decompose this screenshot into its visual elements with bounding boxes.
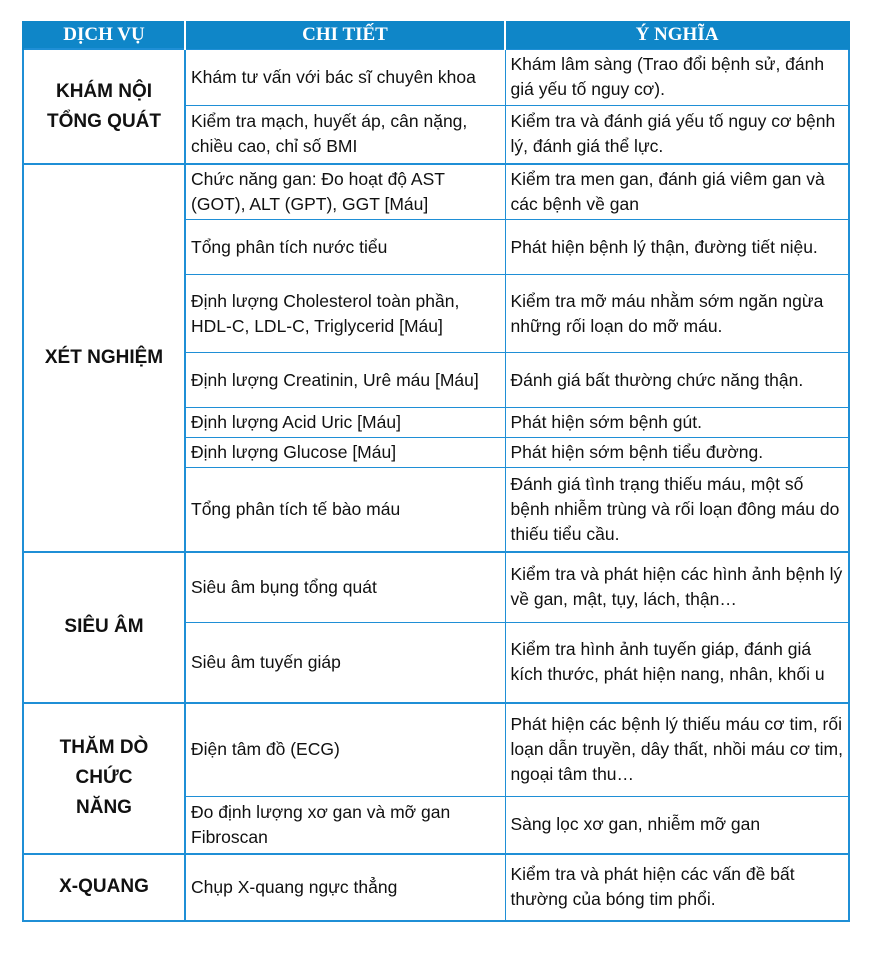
detail-cell: Siêu âm bụng tổng quát: [185, 552, 505, 623]
header-service: DỊCH VỤ: [23, 21, 185, 49]
detail-cell: Tổng phân tích nước tiểu: [185, 220, 505, 275]
service-cell: SIÊU ÂM: [23, 552, 185, 703]
meaning-cell: Kiểm tra và đánh giá yếu tố nguy cơ bệnh lý, đánh giá thể lực.: [505, 105, 849, 164]
header-row: [23, 21, 849, 49]
service-cell: XÉT NGHIỆM: [23, 164, 185, 552]
meaning-cell: Phát hiện bệnh lý thận, đường tiết niệu.: [505, 220, 849, 275]
meaning-cell: Đánh giá bất thường chức năng thận.: [505, 353, 849, 408]
meaning-cell: Phát hiện sớm bệnh gút.: [505, 408, 849, 438]
services-table: [22, 21, 850, 922]
meaning-cell: Đánh giá tình trạng thiếu máu, một số bệnh nhiễm trùng và rối loạn đông máu do thiếu tiểu cầu.: [505, 468, 849, 552]
service-cell: THĂM DÒ CHỨC NĂNG: [23, 703, 185, 854]
meaning-cell: Khám lâm sàng (Trao đổi bệnh sử, đánh giá yếu tố nguy cơ).: [505, 49, 849, 105]
detail-cell: Định lượng Cholesterol toàn phần, HDL-C, LDL-C, Triglycerid [Máu]: [185, 275, 505, 353]
header-detail: CHI TIẾT: [185, 21, 505, 49]
service-cell: X-QUANG: [23, 854, 185, 921]
meaning-cell: Kiểm tra và phát hiện các hình ảnh bệnh lý về gan, mật, tụy, lách, thận…: [505, 552, 849, 623]
table-row: [23, 164, 849, 220]
detail-cell: Chụp X-quang ngực thẳng: [185, 854, 505, 921]
detail-cell: Siêu âm tuyến giáp: [185, 623, 505, 703]
meaning-cell: Kiểm tra men gan, đánh giá viêm gan và các bệnh về gan: [505, 164, 849, 220]
meaning-cell: Sàng lọc xơ gan, nhiễm mỡ gan: [505, 797, 849, 854]
detail-cell: Khám tư vấn với bác sĩ chuyên khoa: [185, 49, 505, 105]
detail-cell: Điện tâm đồ (ECG): [185, 703, 505, 797]
meaning-cell: Kiểm tra hình ảnh tuyến giáp, đánh giá kích thước, phát hiện nang, nhân, khối u: [505, 623, 849, 703]
detail-cell: Đo định lượng xơ gan và mỡ gan Fibroscan: [185, 797, 505, 854]
table-row: [23, 49, 849, 105]
table-row: [23, 854, 849, 921]
meaning-cell: Phát hiện sớm bệnh tiểu đường.: [505, 438, 849, 468]
detail-cell: Tổng phân tích tế bào máu: [185, 468, 505, 552]
detail-cell: Định lượng Creatinin, Urê máu [Máu]: [185, 353, 505, 408]
service-cell: KHÁM NỘI TỔNG QUÁT: [23, 49, 185, 164]
detail-cell: Kiểm tra mạch, huyết áp, cân nặng, chiều cao, chỉ số BMI: [185, 105, 505, 164]
table-row: [23, 703, 849, 797]
meaning-cell: Phát hiện các bệnh lý thiếu máu cơ tim, rối loạn dẫn truyền, dây thất, nhồi máu cơ tim, ngoại tâm thu…: [505, 703, 849, 797]
detail-cell: Định lượng Acid Uric [Máu]: [185, 408, 505, 438]
meaning-cell: Kiểm tra mỡ máu nhằm sớm ngăn ngừa những rối loạn do mỡ máu.: [505, 275, 849, 353]
table-row: [23, 552, 849, 623]
meaning-cell: Kiểm tra và phát hiện các vấn đề bất thường của bóng tim phổi.: [505, 854, 849, 921]
header-meaning: Ý NGHĨA: [505, 21, 849, 49]
detail-cell: Chức năng gan: Đo hoạt độ AST (GOT), ALT (GPT), GGT [Máu]: [185, 164, 505, 220]
detail-cell: Định lượng Glucose [Máu]: [185, 438, 505, 468]
